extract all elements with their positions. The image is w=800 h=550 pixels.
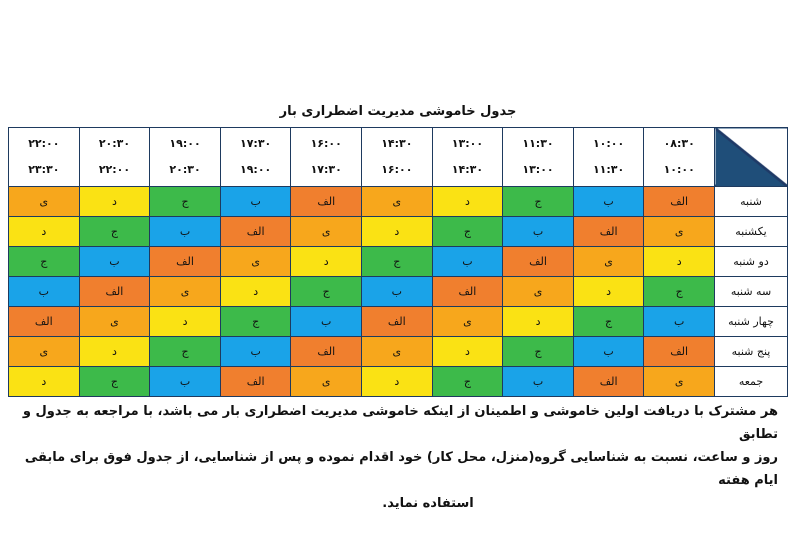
group-cell: الف: [503, 247, 574, 277]
time-slot-header: [9, 128, 80, 187]
time-slot-header: [573, 128, 644, 187]
day-label: شنبه: [715, 187, 788, 217]
group-cell: ج: [573, 307, 644, 337]
group-cell: الف: [150, 247, 221, 277]
group-cell: د: [9, 217, 80, 247]
group-cell: ب: [503, 367, 574, 397]
time-header-row: [9, 128, 788, 187]
group-cell: ج: [432, 367, 503, 397]
day-label: سه شنبه: [715, 277, 788, 307]
group-cell: ج: [220, 307, 291, 337]
group-cell: د: [220, 277, 291, 307]
group-cell: ی: [432, 307, 503, 337]
group-cell: ی: [644, 217, 715, 247]
time-slot-to: ۱۶:۰۰: [381, 163, 413, 176]
group-cell: ی: [362, 337, 433, 367]
time-slot-to: ۱۷:۳۰: [310, 163, 342, 176]
group-cell: د: [79, 187, 150, 217]
time-slot-header: [503, 128, 574, 187]
table-title: جدول خاموشی مدیریت اضطراری بار: [279, 104, 517, 119]
note-line-3: استفاده نماید.: [382, 496, 474, 511]
day-row: [9, 247, 788, 277]
time-slot-from: ۱۰:۰۰: [592, 137, 625, 150]
group-cell: الف: [220, 367, 291, 397]
group-cell: ب: [573, 337, 644, 367]
time-slot-to: ۲۲:۰۰: [98, 163, 131, 176]
schedule-table: [8, 127, 788, 397]
time-slot-header: [79, 128, 150, 187]
time-slot-to: ۲۰:۳۰: [169, 163, 201, 176]
group-cell: ب: [150, 367, 221, 397]
group-cell: الف: [9, 307, 80, 337]
group-cell: ج: [79, 217, 150, 247]
group-cell: د: [150, 307, 221, 337]
group-cell: ج: [150, 187, 221, 217]
group-cell: ی: [291, 367, 362, 397]
group-cell: د: [79, 337, 150, 367]
group-cell: ج: [79, 367, 150, 397]
note-line-1: هر مشترک با دریافت اولین خاموشی و اطمینان از اینکه خاموشی مدیریت اضطراری بار می باشد، با مراجعه به جدول و تطابق: [22, 404, 778, 442]
group-cell: ج: [150, 337, 221, 367]
group-cell: الف: [573, 217, 644, 247]
group-cell: ب: [291, 307, 362, 337]
group-cell: ب: [220, 187, 291, 217]
day-row: [9, 187, 788, 217]
time-slot-to: ۱۰:۰۰: [663, 163, 695, 176]
time-slot-to: ۱۳:۰۰: [522, 163, 554, 176]
group-cell: ج: [432, 217, 503, 247]
group-cell: ج: [362, 247, 433, 277]
time-slot-to: ۲۳:۳۰: [28, 163, 60, 176]
group-cell: الف: [644, 337, 715, 367]
day-row: [9, 367, 788, 397]
time-slot-from: ۱۶:۰۰: [310, 137, 342, 150]
group-cell: ج: [503, 187, 574, 217]
group-cell: الف: [220, 217, 291, 247]
group-cell: الف: [644, 187, 715, 217]
time-slot-from: ۱۱:۳۰: [522, 137, 554, 150]
group-cell: ی: [220, 247, 291, 277]
day-row: [9, 307, 788, 337]
time-slot-to: ۱۴:۳۰: [451, 163, 484, 176]
time-slot-from: ۱۴:۳۰: [381, 137, 413, 150]
day-row: [9, 337, 788, 367]
group-cell: د: [362, 367, 433, 397]
group-cell: د: [644, 247, 715, 277]
corner-cell: [715, 128, 788, 187]
day-label: دو شنبه: [715, 247, 788, 277]
day-row: [9, 217, 788, 247]
group-cell: ب: [432, 247, 503, 277]
time-slot-header: [644, 128, 715, 187]
time-slot-from: ۲۲:۰۰: [28, 137, 60, 150]
group-cell: ج: [503, 337, 574, 367]
group-cell: ب: [573, 187, 644, 217]
group-cell: د: [9, 367, 80, 397]
group-cell: ی: [362, 187, 433, 217]
time-slot-from: ۲۰:۳۰: [98, 137, 131, 150]
group-cell: الف: [362, 307, 433, 337]
time-slot-to: ۱۱:۳۰: [592, 163, 625, 176]
group-cell: ج: [9, 247, 80, 277]
day-label: یکشنبه: [715, 217, 788, 247]
group-cell: ب: [150, 217, 221, 247]
day-label: چهار شنبه: [715, 307, 788, 337]
group-cell: د: [503, 307, 574, 337]
time-slot-from: ۰۸:۳۰: [663, 137, 695, 150]
group-cell: ب: [79, 247, 150, 277]
day-label: جمعه: [715, 367, 788, 397]
group-cell: ی: [79, 307, 150, 337]
note-line-2: روز و ساعت، نسبت به شناسایی گروه(منزل، محل کار) خود اقدام نموده و پس از شناسایی، از جدول فوق برای مابقی ایام هفته: [24, 450, 778, 488]
time-slot-header: [150, 128, 221, 187]
group-cell: ج: [644, 277, 715, 307]
group-cell: ی: [9, 337, 80, 367]
time-slot-from: ۱۳:۰۰: [451, 137, 484, 150]
group-cell: د: [432, 337, 503, 367]
group-cell: د: [362, 217, 433, 247]
group-cell: ی: [150, 277, 221, 307]
time-slot-header: [432, 128, 503, 187]
group-cell: ی: [644, 367, 715, 397]
group-cell: ب: [220, 337, 291, 367]
instructions-note: [18, 400, 778, 515]
group-cell: الف: [79, 277, 150, 307]
group-cell: ب: [503, 217, 574, 247]
time-slot-from: ۱۷:۳۰: [240, 137, 272, 150]
group-cell: ی: [503, 277, 574, 307]
time-slot-from: ۱۹:۰۰: [169, 137, 201, 150]
group-cell: ج: [291, 277, 362, 307]
group-cell: ب: [9, 277, 80, 307]
group-cell: الف: [291, 187, 362, 217]
group-cell: ب: [644, 307, 715, 337]
group-cell: د: [573, 277, 644, 307]
group-cell: الف: [432, 277, 503, 307]
time-slot-header: [220, 128, 291, 187]
day-label: پنج شنبه: [715, 337, 788, 367]
group-cell: د: [432, 187, 503, 217]
group-cell: الف: [291, 337, 362, 367]
time-slot-to: ۱۹:۰۰: [240, 163, 272, 176]
schedule-body: [9, 187, 788, 397]
time-slot-header: [362, 128, 433, 187]
day-row: [9, 277, 788, 307]
group-cell: ی: [9, 187, 80, 217]
group-cell: ب: [362, 277, 433, 307]
group-cell: الف: [573, 367, 644, 397]
group-cell: ی: [573, 247, 644, 277]
group-cell: د: [291, 247, 362, 277]
time-slot-header: [291, 128, 362, 187]
group-cell: ی: [291, 217, 362, 247]
